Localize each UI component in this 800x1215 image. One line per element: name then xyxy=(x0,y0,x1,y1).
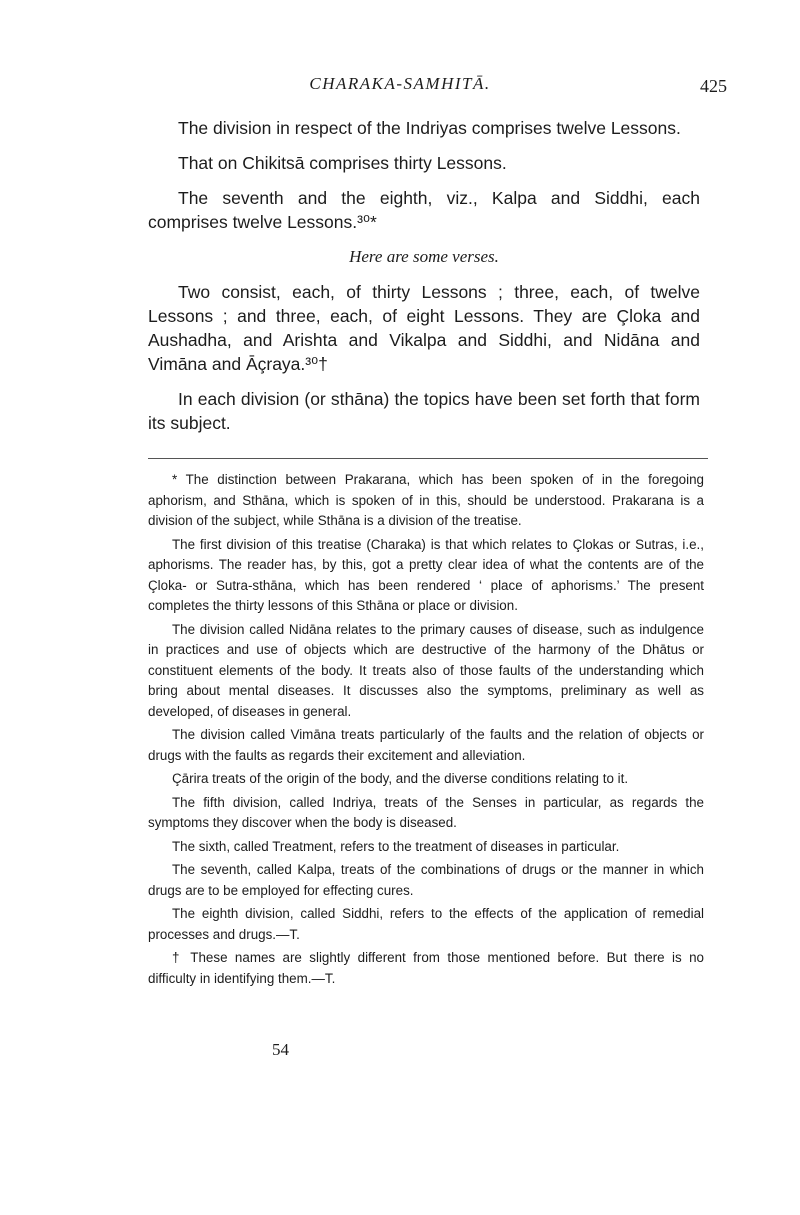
footnote-paragraph: The fifth division, called Indriya, treats of the Senses in particular, as regards the symptoms they discover when the body is diseased. xyxy=(148,794,704,830)
paragraph-verse: Two consist, each, of thirty Lessons ; three, each, of twelve Lessons ; and three, each, of eight Lessons. They are Çloka and Aushadha, and Arishta and Vikalpa and Siddhi, and Nidāna and Vimāna and Āçraya.³⁰† xyxy=(148,282,700,374)
verses-heading: Here are some verses. xyxy=(349,247,499,266)
main-text xyxy=(148,116,700,446)
footnote-paragraph: Çārira treats of the origin of the body, and the diverse conditions relating to it. xyxy=(172,771,629,786)
footnote-paragraph: The sixth, called Treatment, refers to the treatment of diseases in particular. xyxy=(172,838,620,854)
footnote-paragraph: * The distinction between Prakarana, which has been spoken of in the foregoing aphorism, and Sthāna, which is spoken of in this, should be understood. Prakarana is a division of the subject, while Sthāna is a division of the treatise. xyxy=(148,472,704,528)
footnote-paragraph: The division called Nidāna relates to the primary causes of disease, such as indulgence in practices and use of objects which are destructive of the harmony of the Dhātus or constituent elements of the body. It treats also of those faults of the understanding which bring about mental diseases. It discusses also the symptoms, preliminary as well as developed, of diseases in general. xyxy=(148,621,704,719)
paragraph-indriyas: The division in respect of the Indriyas comprises twelve Lessons. xyxy=(178,118,681,138)
footnote-paragraph: The first division of this treatise (Charaka) is that which relates to Çlokas or Sutras, i.e., aphorisms. The reader has, by this, got a pretty clear idea of what the contents are of the Çloka- or Sutra-sthāna, which has been rendered ‘ place of aphorisms.’ The present completes the thirty lessons of this Sthāna or place or division. xyxy=(148,536,704,613)
paragraph-sthana: In each division (or sthāna) the topics have been set forth that form its subject. xyxy=(148,389,700,433)
footnotes xyxy=(148,470,704,992)
page-number: 425 xyxy=(700,76,727,96)
paragraph-chikitsa: That on Chikitsā comprises thirty Lessons. xyxy=(178,153,507,173)
footnote-divider xyxy=(148,458,708,459)
footnote-paragraph: The seventh, called Kalpa, treats of the combinations of drugs or the manner in which drugs are to be employed for effecting cures. xyxy=(148,862,704,898)
footnote-paragraph: † These names are slightly different from those mentioned before. But there is no difficulty in identifying them.—T. xyxy=(148,950,704,986)
footnote-paragraph: The eighth division, called Siddhi, refers to the effects of the application of remedial processes and drugs.—T. xyxy=(148,906,704,942)
paragraph-kalpa-siddhi: The seventh and the eighth, viz., Kalpa and Siddhi, each comprises twelve Lessons.³⁰* xyxy=(148,188,700,232)
footnote-paragraph: The division called Vimāna treats particularly of the faults and the relation of objects or drugs with the faults as regards their excitement and alleviation. xyxy=(148,727,704,763)
signature-mark: 54 xyxy=(272,1040,289,1059)
running-head: CHARAKA-SAMHITĀ. xyxy=(309,74,491,93)
